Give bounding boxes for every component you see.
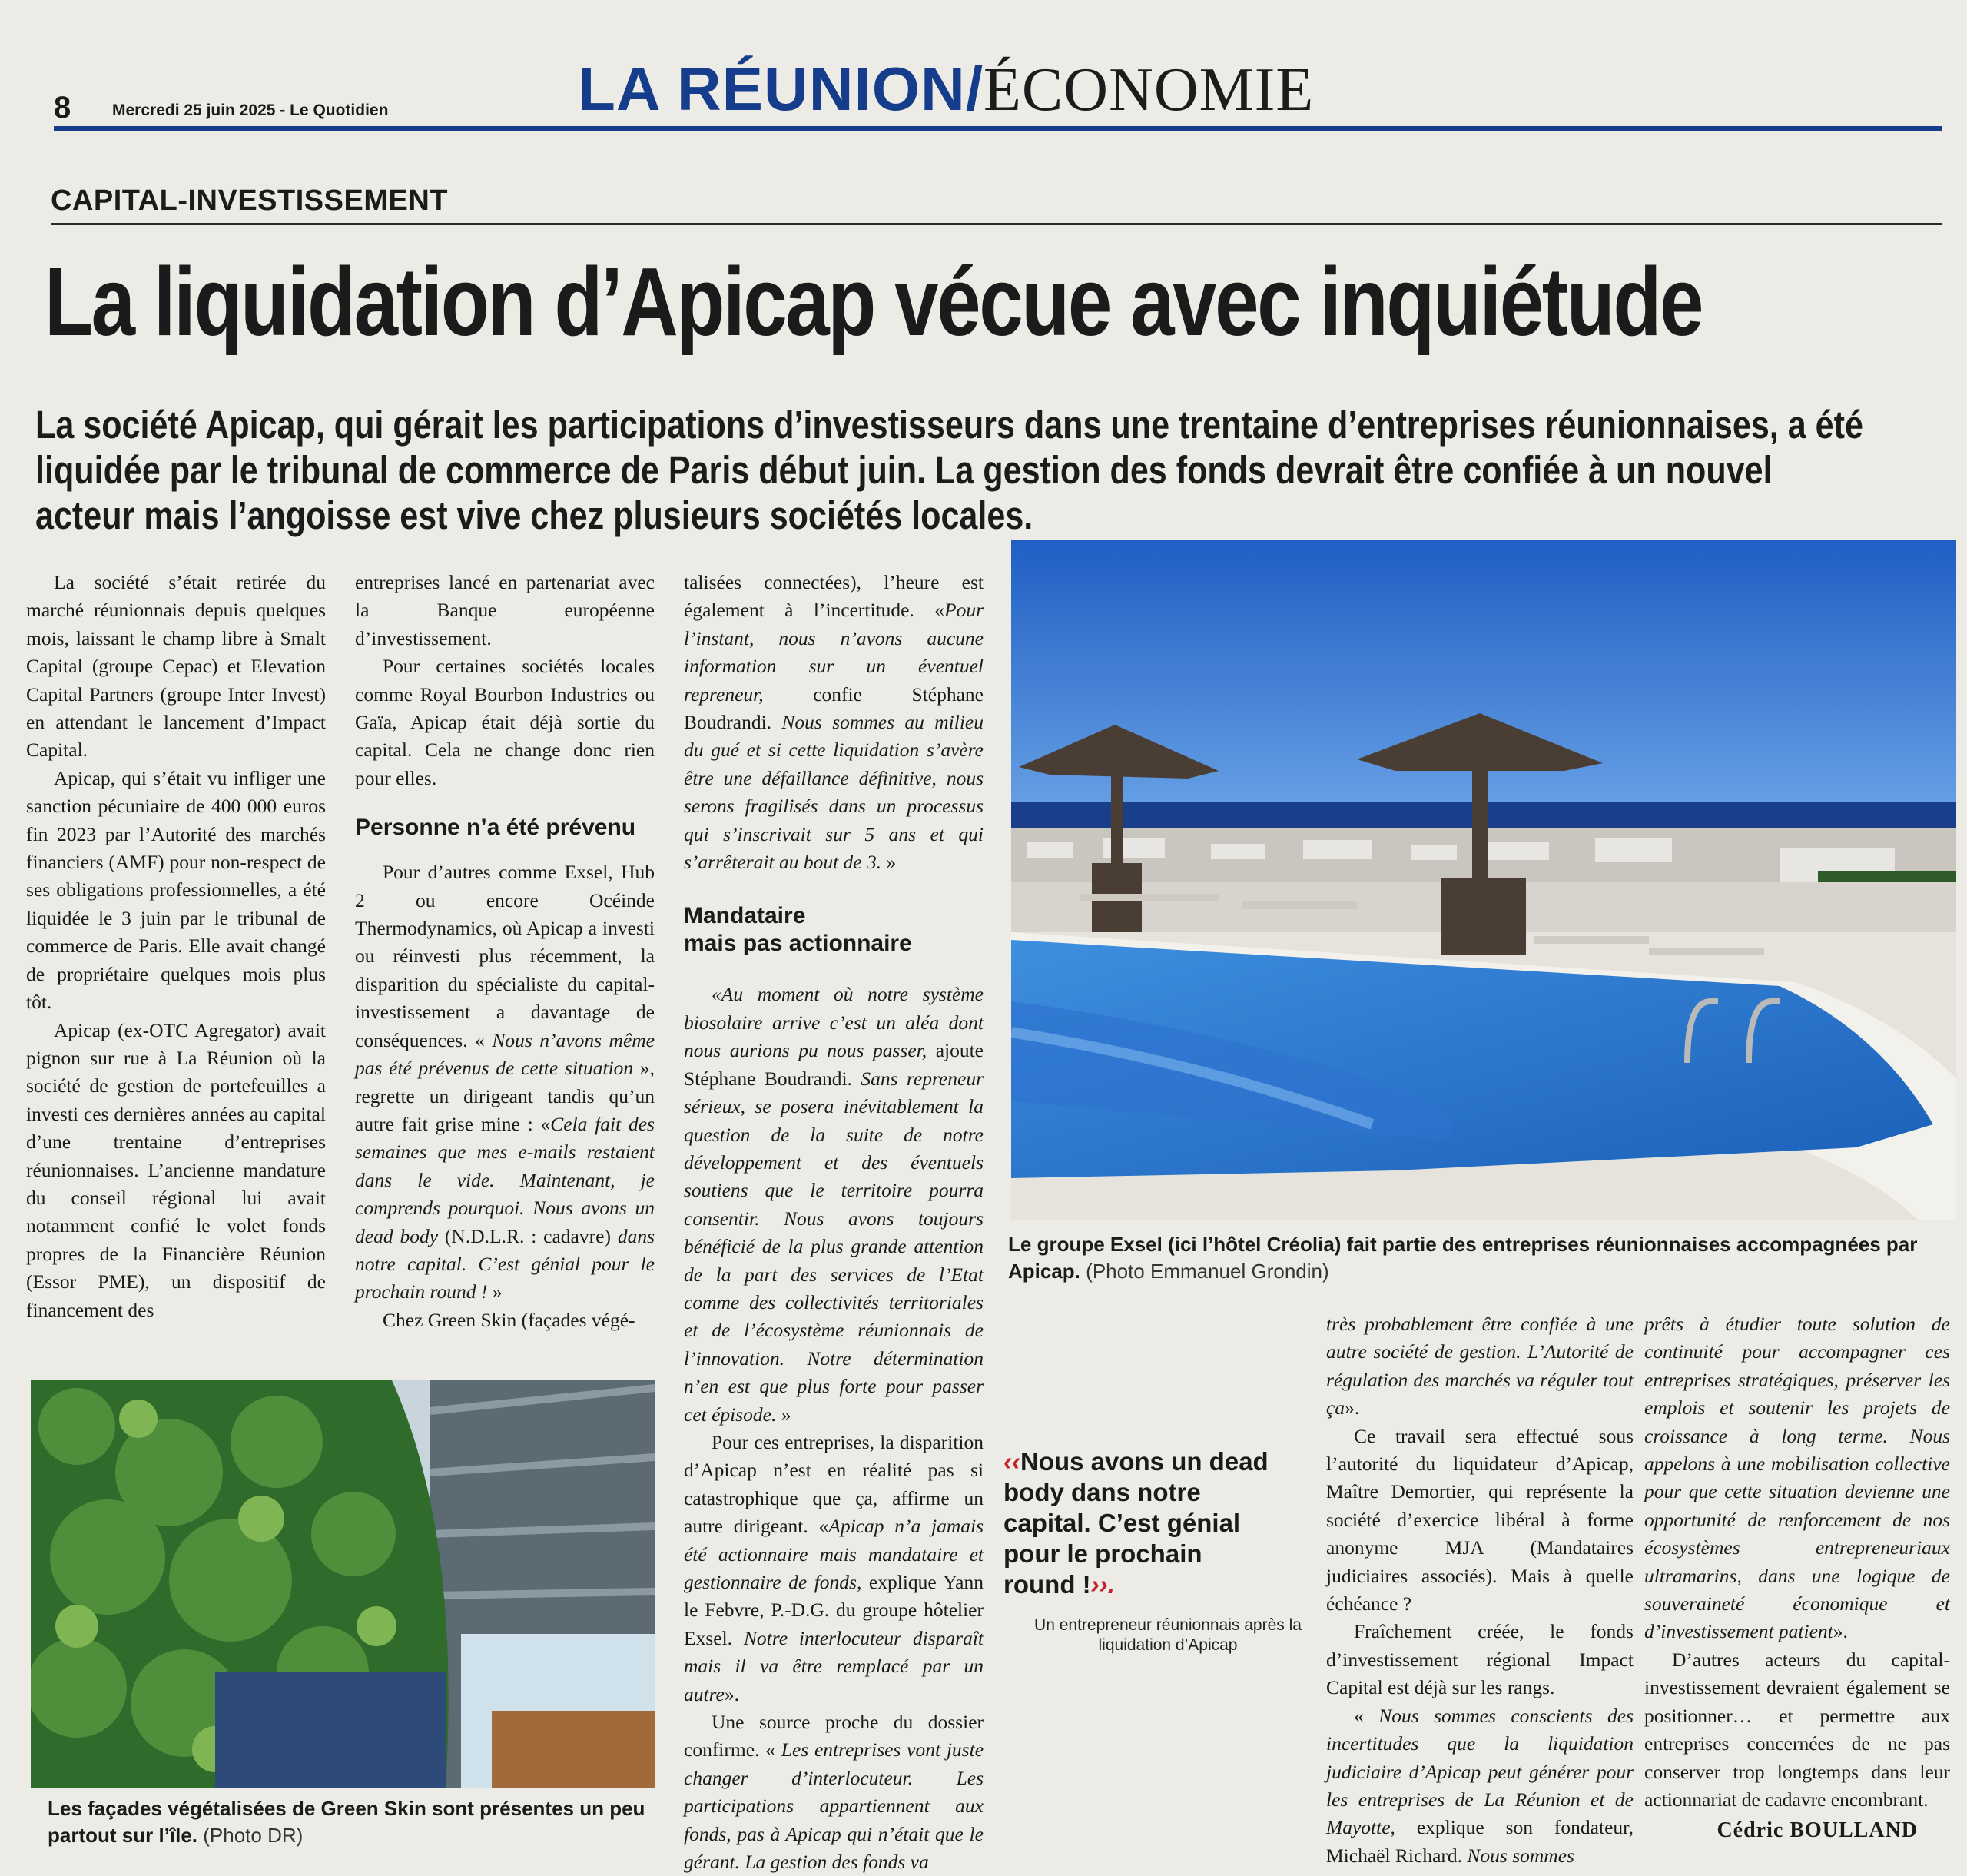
paragraph: Fraîchement créée, le fonds d’investissement régional Impact Capital est déjà sur les rangs.	[1326, 1620, 1634, 1699]
quote-run: Nous sommes conscients des incertitudes que la liquidation judiciaire d’Apicap peut générer pour les entreprises de La Réunion et de Mayotte,	[1326, 1704, 1634, 1839]
paragraph: Apicap, qui s’était vu infliger une sanction pécuniaire de 400 000 euros fin 2023 par l’Autorité des marchés financiers (AMF) pour non-respect de ses obligations professionnelles, a été liquidée le 3 juin par le tribunal de commerce de Paris. Elle avait changé de propriétaire quelques mois plus tôt.	[26, 766, 326, 1014]
text-run: confie Stéphane Boudrandi.	[684, 682, 984, 734]
article-author: Cédric BOULLAND	[1717, 1818, 1918, 1842]
text-run: ».	[1833, 1620, 1848, 1643]
photo-credit: (Photo Emmanuel Grondin)	[1086, 1260, 1329, 1283]
paragraph: D’autres acteurs du capital-investissement devraient également se positionner… et permettre aux entreprises concernées de ne pas conserver trop longtemps dans leur actionnariat de cadavre encombrant.	[1644, 1648, 1950, 1811]
text-run: Une source proche du dossier confirme. «	[684, 1711, 984, 1761]
caption-photo-small	[48, 1795, 662, 1849]
text-run: »	[776, 1403, 791, 1426]
quote-text: Nous avons un dead body dans notre capital. C’est génial pour le prochain round !	[1003, 1447, 1269, 1599]
article-column-4	[1326, 1310, 1634, 1870]
quote-run: Cela fait des semaines que mes e-mails restaient dans le vide. Maintenant, je comprends pourquoi. Nous avons un dead body	[355, 1112, 655, 1247]
green-wall-image	[31, 1380, 655, 1788]
paragraph	[684, 1429, 984, 1708]
quote-run: Sans repreneur sérieux, se posera inévitablement la question de la suite de notre développement et des éventuels soutiens que le territoire pourra consentir. Nous avons toujours bénéficié de la plus grande attention de la part des services de l’Etat comme des collectivités territoriales et de l’écosystème réunionnais de l’innovation. Notre détermination n’en est que plus forte pour passer cet épisode.	[684, 1067, 984, 1426]
subhead-personne: Personne n’a été prévenu	[355, 815, 636, 841]
quote-run: Nous sommes au milieu du gué et si cette liquidation s’avère être une défaillance définitive, nous serons fragilisés dans un processus qui s’inscrivait sur 5 ans et qui s’arrêterait au bout de 3.	[684, 711, 984, 874]
quote-run: Pour l’instant, nous n’avons aucune information sur un éventuel repreneur,	[684, 599, 984, 706]
paragraph: La société s’était retirée du marché réunionnais depuis quelques mois, laissant le champ libre à Smalt Capital (groupe Cepac) et Elevation Capital Partners (groupe Inter Invest) en attendant le lancement d’Impact Capital.	[26, 571, 326, 762]
section-masthead	[578, 54, 1314, 125]
quote-attribution: Un entrepreneur réunionnais après la liquidation d’Apicap	[1034, 1616, 1302, 1654]
paragraph: Ce travail sera effectué sous l’autorité du liquidateur d’Apicap, Maître Demortier, qui représente la société d’exercice libéral à forme anonyme MJA (Mandataires judiciaires associés). Mais à quelle échéance ?	[1326, 1424, 1634, 1615]
text-run: talisées connectées), l’heure est également à l’incertitude. «	[684, 571, 984, 622]
paragraph	[684, 1708, 984, 1876]
article-rubric: CAPITAL-INVESTISSEMENT	[51, 184, 448, 217]
article-column-1	[26, 569, 326, 1324]
text-run: «	[1354, 1704, 1379, 1727]
section-main: LA RÉUNION	[578, 55, 966, 123]
article-headline: La liquidation d’Apicap vécue avec inquiétude	[45, 247, 1703, 356]
text-run: (N.D.L.R. : cadavre)	[438, 1224, 618, 1247]
text-run: Pour d’autres comme Exsel, Hub 2 ou encore Océinde Thermodynamics, où Apicap a investi ou réinvesti plus récemment, la disparition du spécialiste du capital-investissement a davantage de conséquences. «	[355, 861, 655, 1051]
quote-run: Les entreprises vont juste changer d’interlocuteur. Les participations appartiennent aux fonds, pas à Apicap qui n’était que le gérant. La gestion des fonds va	[684, 1738, 984, 1874]
subhead-line: Mandataire	[684, 903, 806, 929]
section-separator: /	[965, 55, 984, 123]
text-run: Pour ces entreprises, la disparition d’Apicap n’est en réalité pas si catastrophique que ça, affirme un autre dirigeant. «	[684, 1430, 984, 1538]
quote-run: Notre interlocuteur disparaît mais il va être remplacé par un autre	[684, 1626, 984, 1705]
article-column-3	[684, 569, 984, 1876]
quote-run: dans notre capital. C’est génial pour le prochain round !	[355, 1224, 655, 1303]
date-line: Mercredi 25 juin 2025 - Le Quotidien	[112, 101, 389, 119]
photo-green-skin	[31, 1380, 655, 1788]
text-run: explique Yann le Febvre, P.-D.G. du groupe hôtelier Exsel.	[684, 1571, 984, 1649]
masthead-rule	[54, 126, 1942, 131]
quote-run: très probablement être confiée à une autre société de gestion. L’Autorité de régulation des marchés va réguler tout ça	[1326, 1313, 1634, 1419]
text-run: ajoute Stéphane Boudrandi.	[684, 1039, 984, 1090]
rubric-rule	[51, 223, 1942, 225]
subhead-line: mais pas actionnaire	[684, 931, 912, 957]
quote-open-mark: ‹‹	[1003, 1447, 1020, 1476]
paragraph: Pour certaines sociétés locales comme Royal Bourbon Industries ou Gaïa, Apicap était déjà sortie du capital. Cela ne change donc rien pour elles.	[355, 655, 655, 789]
text-run: »	[487, 1280, 503, 1303]
paragraph	[355, 858, 655, 1307]
text-run: ».	[1345, 1396, 1360, 1419]
text-run: ».	[724, 1682, 740, 1705]
paragraph	[684, 569, 984, 876]
article-column-5	[1644, 1310, 1950, 1814]
paragraph	[1326, 1310, 1634, 1423]
paragraph	[684, 981, 984, 1429]
caption-photo-main	[1008, 1231, 1961, 1285]
caption-text: Les façades végétalisées de Green Skin sont présentes un peu partout sur l’île.	[48, 1797, 645, 1847]
quote-run: prêts à étudier toute solution de continuité pour accompagner ces entreprises stratégiques, préserver les emplois et soutenir les projets de croissance à long terme. Nous appelons à une mobilisation collective pour que cette situation devienne une opportunité de renforcement de nos écosystèmes entrepreneuriaux ultramarins, dans une logique de souveraineté économique et d’investissement patient	[1644, 1313, 1950, 1643]
photo-hotel-creolia	[1011, 540, 1956, 1220]
paragraph	[1326, 1702, 1634, 1870]
text-run: explique son fondateur, Michaël Richard.	[1326, 1816, 1634, 1867]
text-run: », regrette un dirigeant tandis qu’un autre fait grise mine : «	[355, 1057, 655, 1135]
text-run: »	[881, 851, 897, 874]
hotel-pool-image	[1011, 540, 1956, 1220]
caption-text: Le groupe Exsel (ici l’hôtel Créolia) fait partie des entreprises réunionnaises accompagnées par Apicap.	[1008, 1233, 1918, 1283]
quote-run: Nous n’avons même pas été prévenus de cette situation	[355, 1028, 655, 1080]
quote-run: Apicap n’a jamais été actionnaire mais mandataire et gestionnaire de fonds,	[684, 1515, 984, 1593]
quote-run: «Au moment où notre système biosolaire arrive c’est un aléa dont nous aurions pu nous passer,	[684, 983, 984, 1062]
quote-close-mark: ››.	[1090, 1570, 1115, 1599]
paragraph: Apicap (ex-OTC Agregator) avait pignon sur rue à La Réunion où la société de gestion de portefeuilles a investi ces dernières années au capital d’une trentaine d’entreprises réunionnaises. L’ancienne mandature du conseil régional lui avait notamment confié le volet fonds propres de la Financière Réunion (Essor PME), un dispositif de financement des	[26, 1018, 326, 1321]
paragraph	[1644, 1310, 1950, 1646]
article-column-2	[355, 569, 655, 1334]
quote-run: Nous sommes	[1467, 1844, 1574, 1867]
subhead-mandataire	[684, 902, 984, 958]
page-number: 8	[54, 91, 71, 125]
section-sub: ÉCONOMIE	[984, 56, 1315, 124]
article-lead: La société Apicap, qui gérait les participations d’investisseurs dans une trentaine d’entreprises réunionnaises, a été liquidée par le tribunal de commerce de Paris début juin. La gestion des fonds devrait être confiée à un nouvel acteur mais l’angoisse est vive chez plusieurs sociétés locales.	[35, 403, 1863, 537]
paragraph: Chez Green Skin (façades végé-	[383, 1308, 635, 1331]
photo-credit: (Photo DR)	[203, 1824, 304, 1847]
pull-quote	[1003, 1446, 1280, 1600]
paragraph: entreprises lancé en partenariat avec la Banque européenne d’investissement.	[355, 571, 655, 649]
